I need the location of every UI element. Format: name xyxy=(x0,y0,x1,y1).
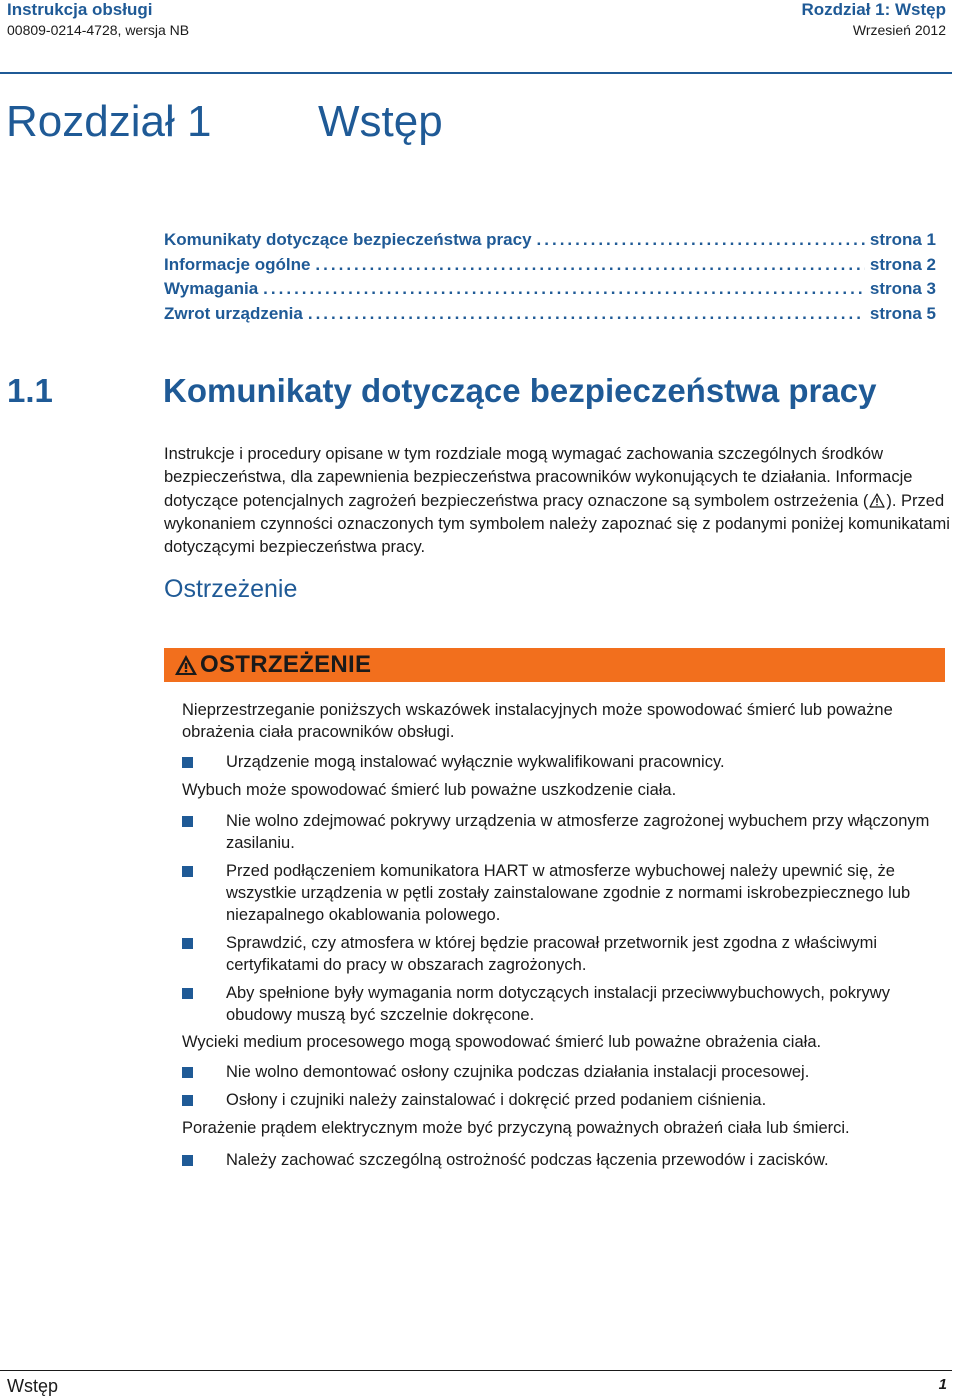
bullet-square-icon xyxy=(182,1067,193,1078)
footer-divider xyxy=(0,1370,952,1371)
section-intro xyxy=(164,443,954,559)
toc-entry[interactable] xyxy=(164,230,936,255)
toc-entry-label[interactable]: Informacje ogólne xyxy=(164,254,311,274)
warning-bullet-text: Należy zachować szczególną ostrożność podczas łączenia przewodów i zacisków. xyxy=(226,1151,829,1169)
warning-bullet-text: Urządzenie mogą instalować wyłącznie wykwalifikowani pracownicy. xyxy=(226,753,725,771)
chapter-toc xyxy=(164,230,936,328)
toc-entry-label[interactable]: Komunikaty dotyczące bezpieczeństwa pracy xyxy=(164,230,532,249)
bullet-square-icon xyxy=(182,866,193,877)
toc-entry[interactable] xyxy=(164,255,936,280)
header-doc-number: 00809-0214-4728, wersja NB xyxy=(7,22,190,38)
header-divider xyxy=(0,72,952,74)
toc-entry-page[interactable]: strona 5 xyxy=(869,303,936,323)
header-doc-type: Instrukcja obsługi xyxy=(7,0,153,19)
intro-text-end: ). Przed wykonaniem czynności oznaczonych tym symbolem należy zapoznać się z podanymi poniżej komunikatami dotyczącymi bezpieczeństwa pracy. xyxy=(164,491,950,557)
warning-triangle-icon xyxy=(174,654,198,676)
warning-paragraph: Wybuch może spowodować śmierć lub poważne uszkodzenie ciała. xyxy=(182,781,677,799)
chapter-title: Wstęp xyxy=(318,97,443,146)
bullet-square-icon xyxy=(182,1095,193,1106)
warning-bullet xyxy=(182,860,942,926)
warning-bullet-text: Przed podłączeniem komunikatora HART w atmosferze wybuchowej należy upewnić się, że wszystkie urządzenia w pętli zostały zainstalowane zgodnie z normami iskrobezpiecznego lub niezapalnego okablowania polowego. xyxy=(226,862,911,924)
warning-bullet xyxy=(182,932,942,976)
warning-bullet xyxy=(182,751,942,773)
intro-text-start: Instrukcje i procedury opisane w tym rozdziale mogą wymagać zachowania szczególnych środków bezpieczeństwa, dla zapewnienia bezpieczeństwa pracowników wykonujących te działania. Informacje dotyczące potencjalnych zagrożeń bezpieczeństwa pracy oznaczone są symbolem ostrzeżenia ( xyxy=(164,445,913,510)
footer-section: Wstęp xyxy=(7,1376,59,1396)
toc-leader-dots xyxy=(537,230,865,250)
toc-entry-label[interactable]: Wymagania xyxy=(164,279,259,298)
warning-bullet-text: Nie wolno demontować osłony czujnika podczas działania instalacji procesowej. xyxy=(226,1063,810,1081)
warning-symbol-icon xyxy=(869,493,885,508)
toc-leader-dots xyxy=(315,255,864,275)
warning-bullet-text: Nie wolno zdejmować pokrywy urządzenia w atmosferze zagrożonej wybuchem przy włączonym zasilaniu. xyxy=(226,812,930,852)
warning-bullet xyxy=(182,1149,942,1171)
toc-entry-page[interactable]: strona 3 xyxy=(869,279,936,298)
warning-content xyxy=(182,699,942,1171)
warning-bullet xyxy=(182,1089,942,1111)
warning-bullet-text: Sprawdzić, czy atmosfera w której będzie pracował przetwornik jest zgodna z właściwymi certyfikatami do pracy w obszarach zagrożonych. xyxy=(226,934,878,974)
subsection-heading: Ostrzeżenie xyxy=(164,575,298,603)
toc-leader-dots xyxy=(308,304,865,324)
bullet-square-icon xyxy=(182,988,193,999)
section-heading xyxy=(7,372,876,410)
toc-entry-page[interactable]: strona 1 xyxy=(869,230,936,249)
bullet-square-icon xyxy=(182,1155,193,1166)
bullet-square-icon xyxy=(182,816,193,827)
toc-entry-page[interactable]: strona 2 xyxy=(869,254,936,274)
header-date: Wrzesień 2012 xyxy=(852,22,946,38)
warning-bullet-text: Osłony i czujniki należy zainstalować i dokręcić przed podaniem ciśnienia. xyxy=(226,1091,767,1109)
footer-page-number: 1 xyxy=(938,1376,947,1393)
toc-leader-dots xyxy=(263,279,865,299)
warning-bullet-text: Aby spełnione były wymagania norm dotyczących instalacji przeciwwybuchowych, pokrywy obudowy muszą być szczelnie dokręcone. xyxy=(226,984,890,1024)
toc-entry[interactable] xyxy=(164,304,936,329)
warning-bullet xyxy=(182,1061,942,1083)
toc-entry-label[interactable]: Zwrot urządzenia xyxy=(164,303,303,323)
warning-paragraph: Wycieki medium procesowego mogą spowodować śmierć lub poważne obrażenia ciała. xyxy=(182,1033,822,1051)
warning-paragraph: Nieprzestrzeganie poniższych wskazówek instalacyjnych może spowodować śmierć lub poważne obrażenia ciała pracowników obsługi. xyxy=(182,701,893,741)
bullet-square-icon xyxy=(182,938,193,949)
warning-banner xyxy=(164,648,945,682)
chapter-number: Rozdział 1 xyxy=(6,97,212,146)
warning-label: OSTRZEŻENIE xyxy=(200,651,372,678)
header-chapter: Rozdział 1: Wstęp xyxy=(801,0,946,19)
bullet-square-icon xyxy=(182,757,193,768)
warning-bullet xyxy=(182,810,942,854)
toc-entry[interactable] xyxy=(164,279,936,304)
section-number: 1.1 xyxy=(7,372,53,409)
section-title: Komunikaty dotyczące bezpieczeństwa pracy xyxy=(163,372,877,409)
warning-paragraph: Porażenie prądem elektrycznym może być przyczyną poważnych obrażeń ciała lub śmierci. xyxy=(182,1119,850,1137)
warning-bullet xyxy=(182,982,942,1026)
